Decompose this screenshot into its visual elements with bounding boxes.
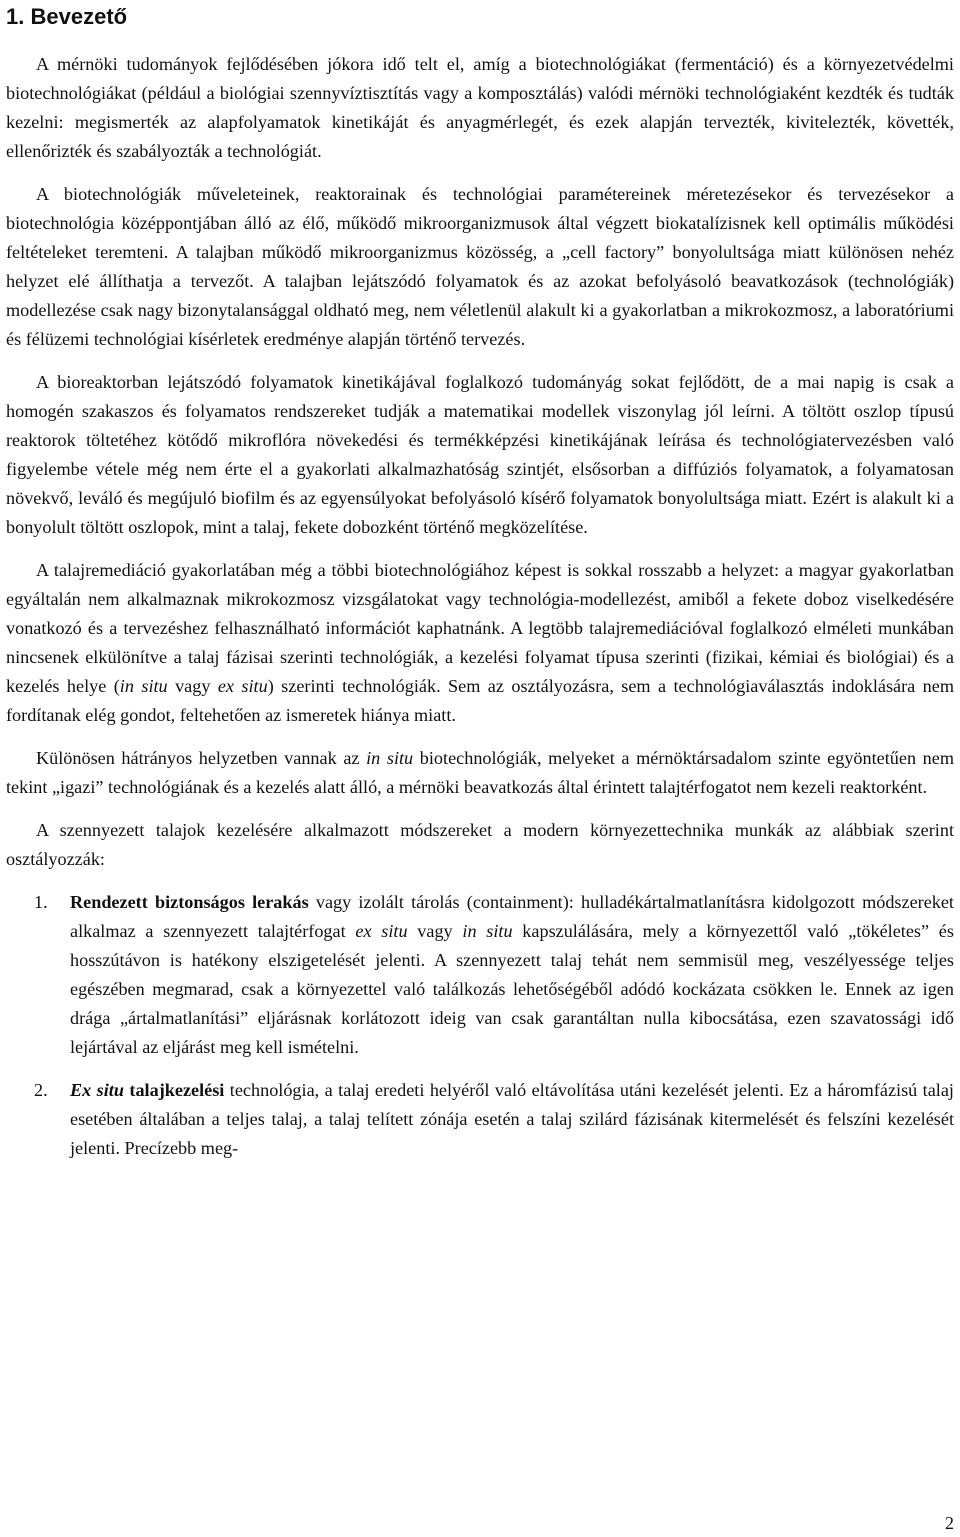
section-number: 1. (6, 4, 25, 29)
paragraph-2: A biotechnológiák műveleteinek, reaktorainak és technológiai paramétereinek méretezésekor és tervezésekor a biotechnológia középpontjában álló az élő, működő mikroorganizmusok által végzett biokatalízisnek kell optimális működési feltételeket teremteni. A talajban működő mikroorganizmus közösség, a „cell factory” bonyolultsága miatt különösen nehéz helyzet elé állíthatja a tervezőt. A talajban lejátszódó folyamatok és az azokat befolyásoló beavatkozások (technológiák) modellezése csak nagy bizonytalansággal oldható meg, nem véletlenül alakult ki a gyakorlatban a mikrokozmosz, a laboratóriumi és félüzemi technológiai kísérletek eredménye alapján történő tervezés. (6, 184, 954, 349)
page-number: 2 (945, 1513, 954, 1533)
list-item-1-in-situ: in situ (462, 921, 513, 941)
document-body (6, 50, 954, 1177)
list-item-1-number: 1. (34, 892, 48, 912)
list-item-1-text-c: kapszulálására, mely a környezettől való „tökéletes” és hosszútávon is hatékony elszigetelését jelenti. A szennyezett talaj tehát nem semmisül meg, veszélyessége teljes egészében megmarad, csak a környezettel való találkozás lehetőségéből adódó kockázata csökken le. Ennek az igen drága „ártalmatlanítási” eljárásnak korlátozott ideig van csak garantáltan nulla kibocsátása, ezen szavatossági idő lejártával az eljárást meg kell ismételni. (70, 921, 954, 1057)
paragraph-4-text-c: ) szerinti technológiák. Sem az osztályozásra, sem a technológiaválasztás indoklására nem fordítanak elég gondot, feltehetően az ismeretek hiánya miatt. (6, 676, 954, 725)
list-item-1-text-b: vagy (407, 921, 463, 941)
list-item-2-ex-situ: Ex situ (70, 1080, 124, 1100)
list-item-2 (6, 1076, 954, 1163)
paragraph-5-text-a: Különösen hátrányos helyzetben vannak az (36, 748, 367, 768)
paragraph-5 (6, 744, 954, 802)
list-item-2-text-a: technológia, a talaj eredeti helyéről való eltávolítása utáni kezelését jelenti. Ez a háromfázisú talaj esetében általában a teljes talaj, a talaj telített zónája esetén a talaj szilárd fázisának kitermelését és felszíni kezelését jelenti. Precízebb meg- (70, 1080, 954, 1158)
paragraph-1: A mérnöki tudományok fejlődésében jókora idő telt el, amíg a biotechnológiákat (fermentáció) és a környezetvédelmi biotechnológiákat (például a biológiai szennyvíztisztítás vagy a komposztálás) valódi mérnöki technológiaként kezdték és tudták kezelni: megismerték az alapfolyamatok kinetikáját és anyagmérlegét, és ezek alapján tervezték, kivitelezték, követték, ellenőrizték és szabályozták a technológiát. (6, 54, 954, 161)
list-item-2-term-rest: talajkezelési (123, 1080, 225, 1100)
list-item-2-number: 2. (34, 1080, 48, 1100)
paragraph-5-in-situ: in situ (366, 748, 414, 768)
section-title: Bevezető (30, 4, 128, 29)
section-heading (6, 2, 127, 32)
list-item-1-text (70, 888, 954, 1062)
paragraph-4 (6, 556, 954, 730)
paragraph-4-ex-situ: ex situ (217, 676, 268, 696)
paragraph-4-in-situ: in situ (119, 676, 168, 696)
list-item-1-ex-situ: ex situ (355, 921, 408, 941)
list-item-2-term (70, 1080, 224, 1100)
paragraph-4-text-b: vagy (167, 676, 218, 696)
list-item-1-text-a: vagy izolált tárolás (containment): hulladékártalmatlanításra kidolgozott módszereket alkalmaz a szennyezett talajtérfogat (70, 892, 954, 941)
paragraph-4-text-a: A talajremediáció gyakorlatában még a többi biotechnológiához képest is sokkal rosszabb a helyzet: a magyar gyakorlatban egyáltalán nem alkalmaznak mikrokozmosz vizsgálatokat vagy technológia-modellezést, amiből a fekete doboz viselkedésére vonatkozó és a tervezéshez felhasználható információt kaphatnánk. A legtöbb talajremediációval foglalkozó elméleti munkában nincsenek elkülönítve a talaj fázisai szerinti technológiák, a kezelési folyamat típusa szerinti (fizikai, kémiai és biológiai) és a kezelés helye ( (6, 560, 954, 696)
list-item-1 (6, 888, 954, 1062)
paragraph-3: A bioreaktorban lejátszódó folyamatok kinetikájával foglalkozó tudományág sokat fejlődött, de a mai napig is csak a homogén szakaszos és folyamatos rendszereket tudják a matematikai modellek viszonylag jól leírni. A töltött oszlop típusú reaktorok töltetéhez kötődő mikroflóra növekedési és termékképzési kinetikájának leírása és technológiatervezésben való figyelembe vétele még nem érte el a gyakorlati alkalmazhatóság szintjét, elsősorban a diffúziós folyamatok, a folyamatosan növekvő, leváló és megújuló biofilm és az egyensúlyokat befolyásoló kísérő folyamatok bonyolultsága miatt. Ezért is alakult ki a bonyolult töltött oszlopok, mint a talaj, fekete dobozként történő megközelítése. (6, 372, 954, 537)
paragraph-6: A szennyezett talajok kezelésére alkalmazott módszereket a modern környezettechnika munkák az alábbiak szerint osztályozzák: (6, 820, 954, 869)
list-item-1-term: Rendezett biztonságos lerakás (70, 892, 309, 912)
paragraph-5-text-b: biotechnológiák, melyeket a mérnöktársadalom szinte egyöntetűen nem tekint „igazi” technológiának és a kezelés alatt álló, a mérnöki beavatkozás által érintett talajtérfogatot nem kezeli reaktorként. (6, 748, 954, 797)
list-item-2-text (70, 1076, 954, 1163)
